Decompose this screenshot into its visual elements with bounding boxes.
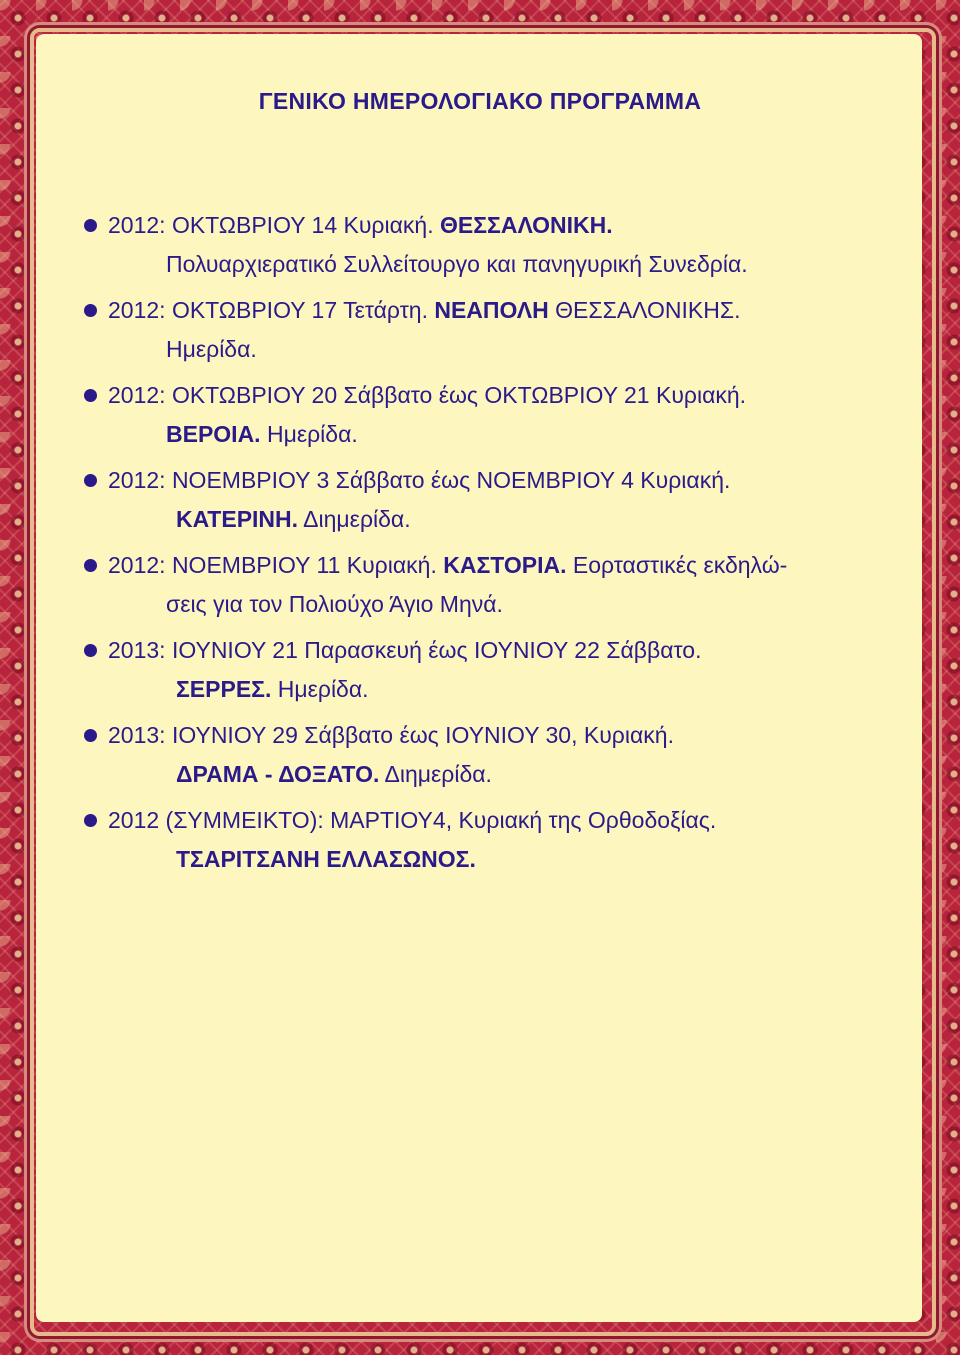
item-description: σεις για τον Πολιούχο Άγιο Μηνά.: [166, 590, 503, 617]
item-line: [108, 801, 884, 840]
item-line: [108, 631, 884, 670]
bullet-icon: [84, 644, 97, 657]
item-line: [108, 206, 884, 245]
item-line: [166, 330, 884, 369]
list-item: [84, 461, 884, 538]
item-date: 2013: ΙΟΥΝΙΟΥ 21 Παρασκευή έως ΙΟΥΝΙΟΥ 22 Σάββατο.: [108, 637, 702, 663]
item-date: 2012 (ΣΥΜΜΕΙΚΤΟ): ΜΑΡΤΙΟΥ4, Κυριακή της Ορθοδοξίας.: [108, 807, 717, 833]
item-place: ΝΕΑΠΟΛΗ: [434, 297, 549, 323]
item-description: Διημερίδα.: [298, 505, 411, 532]
page-title: ΓΕΝΙΚΟ ΗΜΕΡΟΛΟΓΙΑΚΟ ΠΡΟΓΡΑΜΜΑ: [258, 88, 702, 114]
item-description: Ημερίδα.: [271, 675, 369, 702]
item-line: [108, 716, 884, 755]
bullet-icon: [84, 219, 97, 232]
bullet-icon: [84, 814, 97, 827]
item-line: [166, 415, 884, 454]
schedule-list: [84, 206, 884, 886]
bullet-icon: [84, 474, 97, 487]
item-date: 2013: ΙΟΥΝΙΟΥ 29 Σάββατο έως ΙΟΥΝΙΟΥ 30, Κυριακή.: [108, 722, 674, 748]
item-place: ΤΣΑΡΙΤΣΑΝΗ ΕΛΛΑΣΩΝΟΣ.: [176, 845, 476, 872]
item-line: [108, 461, 884, 500]
item-place: ΚΑΤΕΡΙΝΗ.: [176, 505, 299, 532]
item-line: [166, 840, 884, 879]
bullet-icon: [84, 729, 97, 742]
list-item: [84, 376, 884, 453]
item-place: ΔΡΑΜΑ - ΔΟΞΑΤΟ.: [176, 760, 380, 787]
item-date: 2012: ΟΚΤΩΒΡΙΟΥ 14 Κυριακή.: [108, 212, 440, 238]
list-item: [84, 206, 884, 283]
item-line: [166, 755, 884, 794]
bullet-icon: [84, 389, 97, 402]
item-description: Διημερίδα.: [379, 760, 492, 787]
item-date: 2012: ΝΟΕΜΒΡΙΟΥ 11 Κυριακή.: [108, 552, 444, 578]
list-item: [84, 291, 884, 368]
item-line: [166, 585, 884, 624]
list-item: [84, 546, 884, 623]
item-place: ΣΕΡΡΕΣ.: [176, 675, 272, 702]
list-item: [84, 716, 884, 793]
item-date: 2012: ΝΟΕΜΒΡΙΟΥ 3 Σάββατο έως ΝΟΕΜΒΡΙΟΥ 4 Κυριακή.: [108, 467, 731, 493]
item-line: [108, 546, 884, 585]
item-place: ΒΕΡΟΙΑ.: [166, 420, 261, 447]
item-description: Ημερίδα.: [166, 335, 257, 362]
list-item: [84, 801, 884, 878]
bullet-icon: [84, 304, 97, 317]
bullet-icon: [84, 559, 97, 572]
item-place: ΚΑΣΤΟΡΙΑ.: [443, 552, 567, 578]
item-description: Ημερίδα.: [260, 420, 358, 447]
item-description: Πολυαρχιερατικό Συλλείτουργο και πανηγυρική Συνεδρία.: [166, 250, 748, 277]
item-description: Εορταστικές εκδηλώ-: [566, 552, 788, 578]
item-place-suffix: ΘΕΣΣΑΛΟΝΙΚΗΣ.: [548, 297, 741, 323]
item-date: 2012: ΟΚΤΩΒΡΙΟΥ 17 Τετάρτη.: [108, 297, 435, 323]
item-line: [108, 291, 884, 330]
item-line: [108, 376, 884, 415]
item-place: ΘΕΣΣΑΛΟΝΙΚΗ.: [440, 212, 613, 238]
item-line: [166, 670, 884, 709]
item-date: 2012: ΟΚΤΩΒΡΙΟΥ 20 Σάββατο έως ΟΚΤΩΒΡΙΟΥ 21 Κυριακή.: [108, 382, 747, 408]
item-line: [166, 500, 884, 539]
list-item: [84, 631, 884, 708]
item-line: [166, 245, 884, 284]
